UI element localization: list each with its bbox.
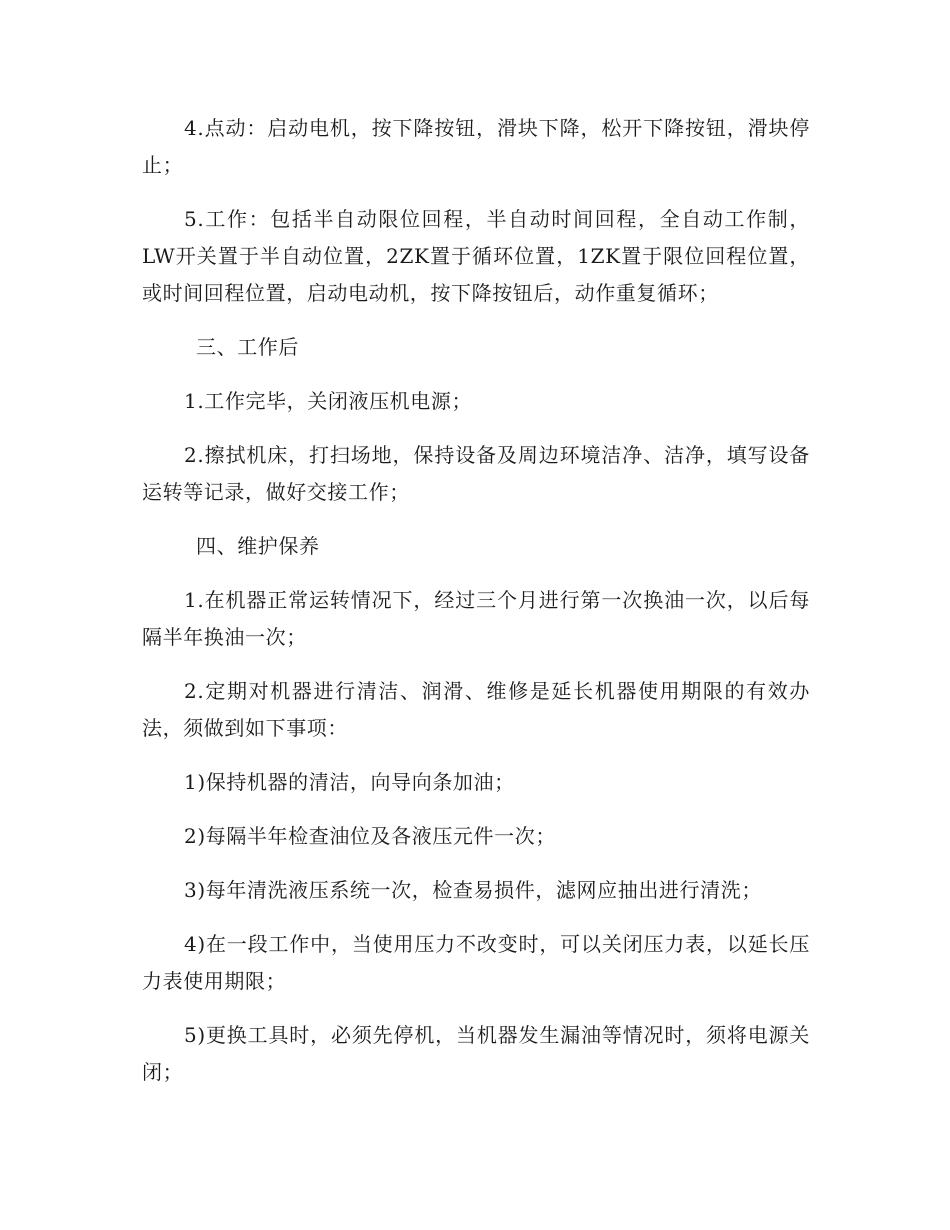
list-item-3: 3)每年清洗液压系统一次，检查易损件，滤网应抽出进行清洗；: [184, 878, 762, 902]
paragraph-clean-record: 2.擦拭机床，打扫场地，保持设备及周边环境洁净、洁净，填写设备运转等记录，做好交接工作；: [142, 443, 810, 504]
list-item-5: 5)更换工具时，必须先停机，当机器发生漏油等情况时，须将电源关闭；: [142, 1023, 810, 1084]
paragraph-periodic-care: 2.定期对机器进行清洁、润滑、维修是延长机器使用期限的有效办法，须做到如下事项：: [142, 679, 810, 740]
paragraph-oil-change: 1.在机器正常运转情况下，经过三个月进行第一次换油一次，以后每隔半年换油一次；: [142, 588, 810, 649]
list-item-1: 1)保持机器的清洁，向导向条加油；: [184, 770, 515, 794]
list-item-4: 4)在一段工作中，当使用压力不改变时，可以关闭压力表，以延长压力表使用期限；: [142, 932, 810, 993]
paragraph-work-mode: 5.工作：包括半自动限位回程，半自动时间回程，全自动工作制，LW开关置于半自动位置，2ZK置于循环位置，1ZK置于限位回程位置，或时间回程位置，启动电动机，按下降按钮后，动作重复循环；: [142, 207, 810, 305]
paragraph-close-power: 1.工作完毕，关闭液压机电源；: [184, 389, 473, 413]
list-item-2: 2)每隔半年检查油位及各液压元件一次；: [184, 824, 556, 848]
paragraph-jog: 4.点动：启动电机，按下降按钮，滑块下降，松开下降按钮，滑块停止；: [142, 116, 810, 177]
section-heading-maintenance: 四、维护保养: [196, 534, 320, 558]
document-body: [142, 110, 810, 1108]
section-heading-after-work: 三、工作后: [196, 335, 299, 359]
